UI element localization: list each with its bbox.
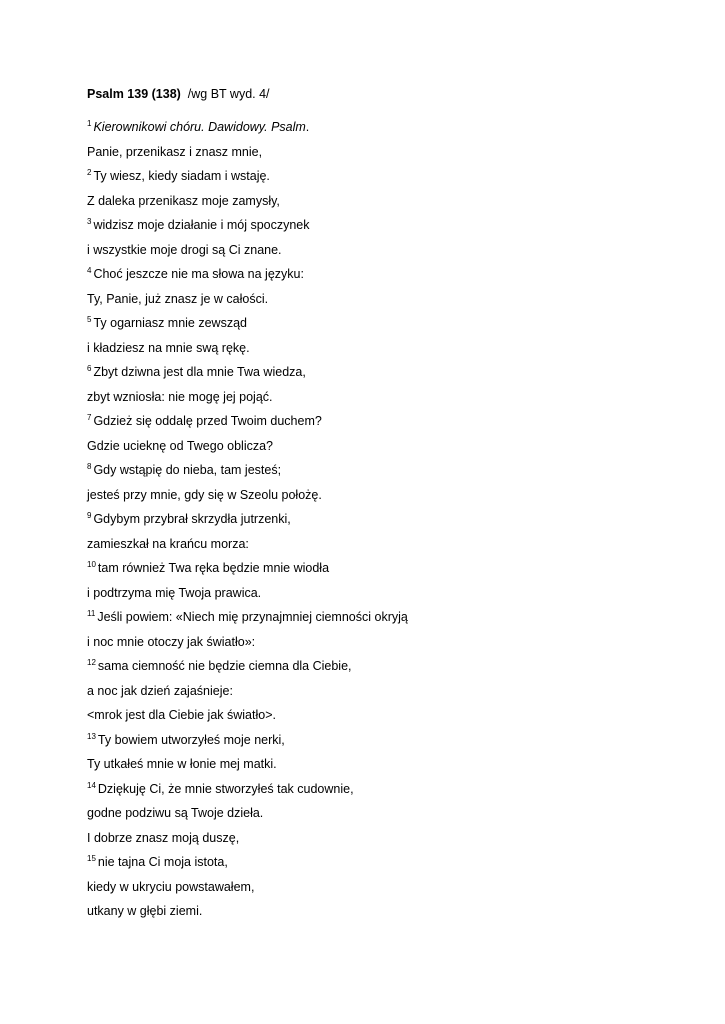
verse-line — [87, 437, 408, 462]
verse-text: godne podziwu są Twoje dzieła. — [87, 806, 264, 820]
verse-line — [87, 780, 408, 805]
verse-text: Choć jeszcze nie ma słowa na języku: — [93, 267, 304, 281]
verse-text: Ty utkałeś mnie w łonie mej matki. — [87, 757, 277, 771]
verse-line — [87, 290, 408, 315]
verse-text: i podtrzyma mię Twoja prawica. — [87, 585, 262, 600]
verse-line — [87, 755, 408, 780]
verse-line — [87, 363, 408, 388]
verse-number: 6 — [87, 364, 92, 373]
verse-line — [87, 706, 408, 731]
verse-text: sama ciemność nie będzie ciemna dla Ciebie, — [97, 659, 352, 673]
verse-text: Ty wiesz, kiedy siadam i wstaję. — [93, 169, 270, 183]
verse-line — [87, 314, 408, 339]
verse-line — [87, 412, 408, 437]
verse-text: Ty ogarniasz mnie zewsząd — [93, 316, 247, 330]
verse-text: Dziękuję Ci, że mnie stworzyłeś tak cudownie, — [97, 781, 354, 796]
verse-text: Gdy wstąpię do nieba, tam jesteś; — [93, 463, 282, 477]
verse-number: 12 — [87, 658, 96, 667]
verse-number: 8 — [87, 462, 92, 471]
verse-line — [87, 682, 408, 707]
verse-line — [87, 853, 408, 878]
verse-text: tam również Twa ręka będzie mnie wiodła — [97, 561, 330, 575]
verse-number: 3 — [87, 217, 92, 226]
verse-text: Gdybym przybrał skrzydła jutrzenki, — [93, 512, 291, 526]
verse-line — [87, 510, 408, 535]
verse-text: Gdzież się oddalę przed Twoim duchem? — [93, 414, 322, 428]
verse-line — [87, 829, 408, 854]
verse-number: 14 — [87, 780, 96, 790]
verse-line — [87, 608, 408, 633]
verse-punctuation: . — [305, 120, 310, 134]
verse-number: 10 — [87, 560, 96, 569]
verse-text: Panie, przenikasz i znasz mnie, — [87, 144, 263, 159]
verse-text: kiedy w ukryciu powstawałem, — [87, 879, 255, 894]
verse-text: Gdzie ucieknę od Twego oblicza? — [87, 438, 273, 453]
verse-line — [87, 241, 408, 266]
verse-text: Jeśli powiem: «Niech mię przynajmniej ciemności okryją — [97, 610, 408, 624]
verse-line — [87, 902, 408, 927]
verse-text: jesteś przy mnie, gdy się w Szeolu położę. — [87, 487, 322, 502]
psalm-heading: Psalm 139 (138) — [87, 87, 181, 101]
verse-line — [87, 216, 408, 241]
verse-text: Zbyt dziwna jest dla mnie Twa wiedza, — [93, 365, 306, 379]
verse-number: 2 — [87, 168, 92, 177]
verse-text: i noc mnie otoczy jak światło»: — [87, 634, 256, 649]
verse-number: 5 — [87, 315, 92, 324]
verse-line — [87, 657, 408, 682]
verse-number: 1 — [87, 119, 92, 128]
verse-text: Kierownikowi chóru. Dawidowy. Psalm — [93, 120, 306, 134]
verse-text: <mrok jest dla Ciebie jak światło>. — [87, 708, 276, 722]
verse-line — [87, 339, 408, 364]
document-title — [87, 85, 270, 103]
translation-note: /wg BT wyd. 4/ — [187, 87, 270, 101]
verse-line — [87, 167, 408, 192]
verse-line — [87, 486, 408, 511]
verse-text: Ty bowiem utworzyłeś moje nerki, — [97, 732, 285, 747]
verse-text: zbyt wzniosła: nie mogę jej pojąć. — [87, 389, 273, 404]
verse-line — [87, 559, 408, 584]
verse-text: I dobrze znasz moją duszę, — [87, 830, 240, 845]
verse-text: zamieszkał na krańcu morza: — [87, 536, 249, 551]
verse-line — [87, 633, 408, 658]
verse-text: widzisz moje działanie i mój spoczynek — [93, 218, 310, 232]
verse-line — [87, 878, 408, 903]
verse-number: 15 — [87, 854, 96, 863]
verse-text: Ty, Panie, już znasz je w całości. — [87, 291, 269, 306]
verse-number: 4 — [87, 266, 92, 275]
verse-text: i wszystkie moje drogi są Ci znane. — [87, 242, 282, 257]
verse-text: a noc jak dzień zajaśnieje: — [87, 683, 233, 698]
verse-text: nie tajna Ci moja istota, — [97, 855, 228, 869]
verse-line — [87, 118, 408, 143]
psalm-text — [87, 118, 408, 927]
verse-number: 9 — [87, 511, 92, 520]
verse-line — [87, 731, 408, 756]
verse-line — [87, 143, 408, 168]
verse-number: 13 — [87, 731, 96, 741]
verse-line — [87, 388, 408, 413]
verse-line — [87, 461, 408, 486]
verse-line — [87, 535, 408, 560]
verse-number: 7 — [87, 413, 92, 422]
verse-text: Z daleka przenikasz moje zamysły, — [87, 193, 280, 208]
verse-number: 11 — [87, 609, 96, 618]
verse-line — [87, 192, 408, 217]
verse-line — [87, 265, 408, 290]
verse-text: i kładziesz na mnie swą rękę. — [87, 340, 250, 355]
verse-line — [87, 804, 408, 829]
verse-text: utkany w głębi ziemi. — [87, 904, 203, 918]
verse-line — [87, 584, 408, 609]
